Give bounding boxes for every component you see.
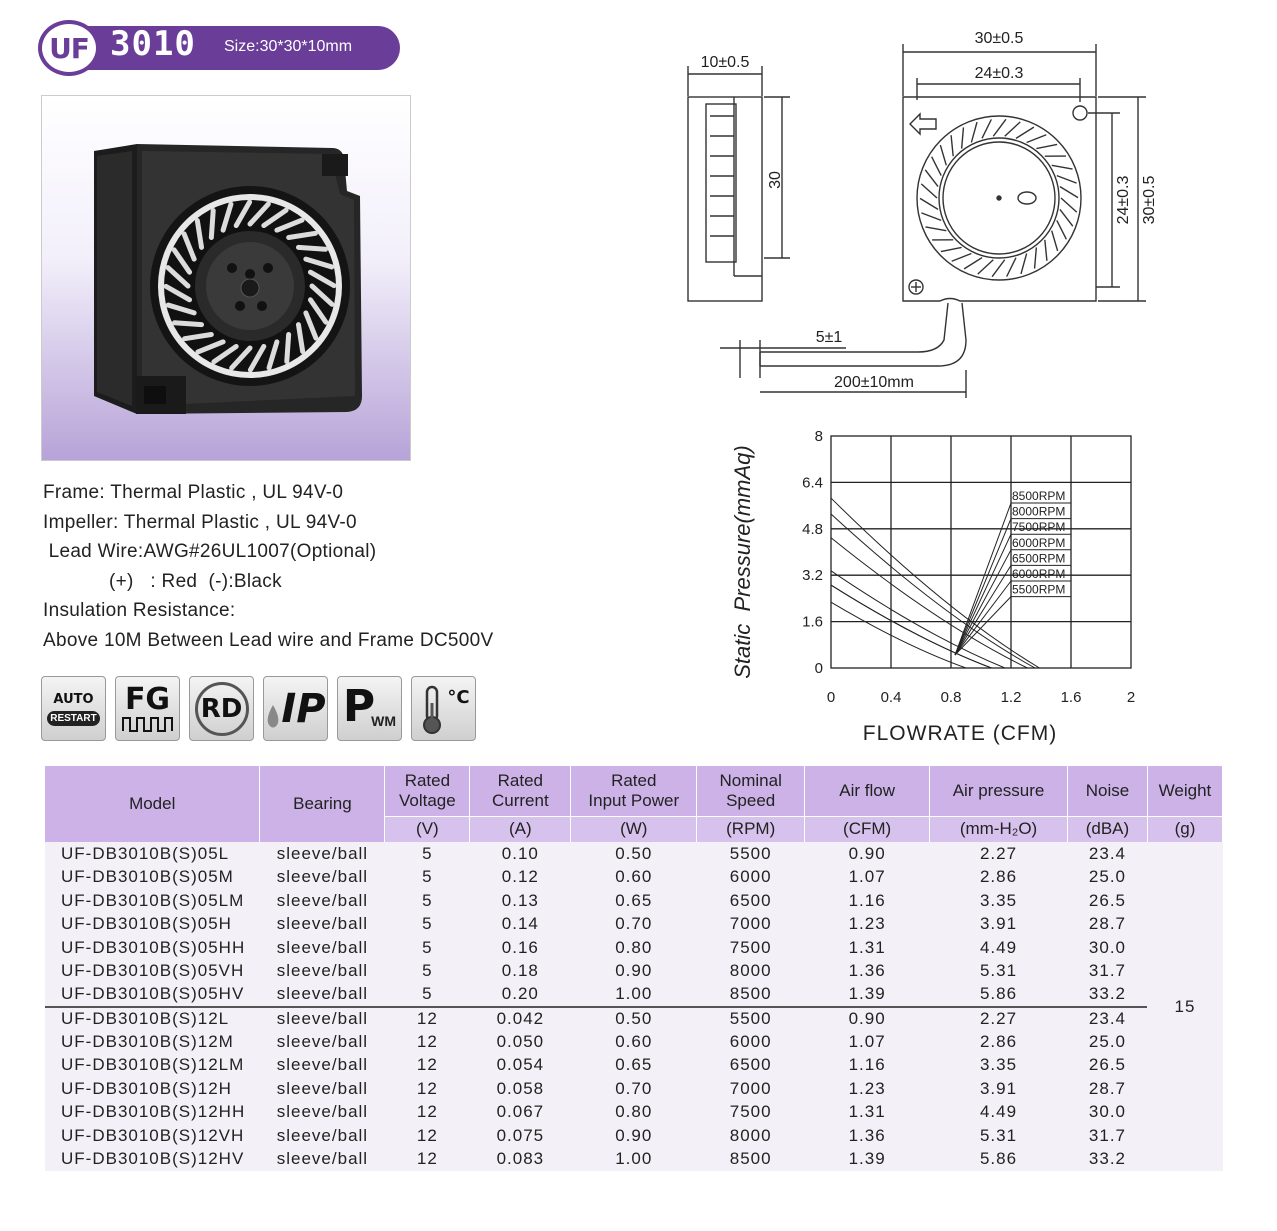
- fg-label: FG: [124, 681, 171, 717]
- cell-airflow: 1.36: [805, 960, 930, 984]
- temperature-icon: [411, 676, 476, 741]
- cell-noise: 25.0: [1067, 866, 1147, 890]
- cell-speed: 8500: [697, 983, 805, 1007]
- chart-frame: [831, 436, 1131, 668]
- cell-bearing: sleeve/ball: [260, 913, 385, 937]
- cell-airflow: 1.07: [805, 866, 930, 890]
- cell-airflow: 1.31: [805, 1101, 930, 1125]
- celsius-label: °C: [447, 687, 470, 708]
- drawing-blade: [941, 247, 962, 251]
- drawing-blade: [1045, 240, 1047, 261]
- y-tick-label: 6.4: [802, 474, 823, 492]
- dim-front-width-inner: 24±0.3: [974, 65, 1024, 82]
- cell-model: UF-DB3010B(S)12L: [45, 1007, 260, 1031]
- cell-airflow: 1.39: [805, 983, 930, 1007]
- cell-current: 0.13: [470, 889, 571, 913]
- dim-side-width: 10±0.5: [700, 54, 750, 71]
- drawing-blade: [921, 213, 941, 221]
- drawing-blade: [1057, 220, 1067, 239]
- unit-noise: (dBA): [1067, 816, 1147, 842]
- col-bearing: Bearing: [260, 766, 385, 842]
- drawing-blade: [978, 260, 994, 274]
- spec-polarity: (+) : Red (-):Black: [109, 570, 282, 592]
- cell-weight: 15: [1147, 842, 1222, 1171]
- cell-bearing: sleeve/ball: [260, 1077, 385, 1101]
- model-title: 3010: [110, 24, 196, 64]
- pq-curve: [831, 602, 966, 668]
- drawing-blade: [1052, 231, 1058, 251]
- cell-model: UF-DB3010B(S)12M: [45, 1030, 260, 1054]
- pq-curve: [831, 585, 992, 668]
- cell-noise: 26.5: [1067, 1054, 1147, 1078]
- cell-current: 0.10: [470, 842, 571, 866]
- col-current: Rated Current: [470, 766, 571, 816]
- cell-speed: 7500: [697, 1101, 805, 1125]
- table-row: [45, 1030, 1223, 1054]
- cell-noise: 28.7: [1067, 913, 1147, 937]
- fan-blade: [287, 334, 289, 361]
- cell-power: 0.60: [571, 1030, 697, 1054]
- fan-blade: [298, 247, 325, 249]
- cell-airflow: 1.36: [805, 1124, 930, 1148]
- drawing-blade: [1005, 122, 1021, 136]
- cell-current: 0.067: [470, 1101, 571, 1125]
- cell-power: 0.50: [571, 842, 697, 866]
- chart-ylabel: Static Pressure(mmAq): [730, 445, 755, 679]
- drawing-blade: [1021, 254, 1027, 274]
- table-row: [45, 983, 1223, 1007]
- cell-voltage: 5: [385, 936, 470, 960]
- cell-bearing: sleeve/ball: [260, 983, 385, 1007]
- legend-entry: 5500RPM: [1012, 582, 1066, 597]
- cell-power: 0.65: [571, 1054, 697, 1078]
- cell-power: 0.90: [571, 1124, 697, 1148]
- x-tick-label: 1.6: [1060, 689, 1082, 706]
- unit-weight: (g): [1147, 816, 1222, 842]
- cell-model: UF-DB3010B(S)05LM: [45, 889, 260, 913]
- cell-speed: 7500: [697, 936, 805, 960]
- drawing-blade: [952, 254, 972, 262]
- cell-voltage: 12: [385, 1054, 470, 1078]
- cell-airflow: 0.90: [805, 842, 930, 866]
- cell-speed: 8000: [697, 960, 805, 984]
- size-label: Size:30*30*10mm: [224, 38, 353, 55]
- cell-power: 0.65: [571, 889, 697, 913]
- cell-speed: 5500: [697, 1007, 805, 1031]
- cell-voltage: 12: [385, 1124, 470, 1148]
- pq-curve: [831, 514, 1035, 668]
- spec-lead-wire: Lead Wire:AWG#26UL1007(Optional): [43, 541, 377, 563]
- legend-leader: [955, 597, 1011, 655]
- table-row: [45, 913, 1223, 937]
- drawing-blade: [932, 157, 942, 176]
- title-badge: [38, 20, 400, 76]
- chart-xlabel: FLOWRATE (CFM): [862, 722, 1058, 745]
- cell-model: UF-DB3010B(S)05M: [45, 866, 260, 890]
- cell-speed: 6000: [697, 866, 805, 890]
- fg-signal-icon: [115, 676, 180, 741]
- cell-bearing: sleeve/ball: [260, 889, 385, 913]
- drawing-blade: [992, 260, 1005, 277]
- auto-restart-icon: [41, 676, 106, 741]
- table-header-row: [45, 766, 1223, 816]
- table-row: [45, 1054, 1223, 1078]
- spec-insulation-value: Above 10M Between Lead wire and Frame DC500V: [43, 629, 494, 651]
- cell-pressure: 5.86: [930, 983, 1068, 1007]
- cell-noise: 31.7: [1067, 960, 1147, 984]
- cell-noise: 30.0: [1067, 1101, 1147, 1125]
- drawing-blade: [921, 184, 937, 198]
- y-tick-label: 0: [814, 660, 823, 677]
- cell-noise: 25.0: [1067, 1030, 1147, 1054]
- cell-voltage: 5: [385, 866, 470, 890]
- cell-airflow: 1.16: [805, 1054, 930, 1078]
- table-row: [45, 1007, 1223, 1031]
- cell-current: 0.18: [470, 960, 571, 984]
- cell-current: 0.050: [470, 1030, 571, 1054]
- drawing-blade: [964, 258, 982, 269]
- cell-power: 0.60: [571, 866, 697, 890]
- cell-model: UF-DB3010B(S)05H: [45, 913, 260, 937]
- auto-label: AUTO: [53, 691, 94, 707]
- cell-voltage: 5: [385, 842, 470, 866]
- drawing-blade: [971, 122, 977, 142]
- cell-noise: 28.7: [1067, 1077, 1147, 1101]
- cell-bearing: sleeve/ball: [260, 1101, 385, 1125]
- dim-front-width-outer: 30±0.5: [974, 30, 1024, 47]
- drawing-blade: [1036, 144, 1057, 148]
- cell-noise: 33.2: [1067, 1148, 1147, 1172]
- spec-frame: Frame: Thermal Plastic , UL 94V-0: [43, 482, 344, 503]
- table-row: [45, 889, 1223, 913]
- cell-speed: 8500: [697, 1148, 805, 1172]
- dim-side-height: 30: [767, 171, 784, 189]
- y-tick-label: 8: [814, 428, 823, 445]
- cell-bearing: sleeve/ball: [260, 1148, 385, 1172]
- cell-current: 0.054: [470, 1054, 571, 1078]
- cell-voltage: 5: [385, 983, 470, 1007]
- drawing-blade: [951, 135, 953, 156]
- y-tick-label: 3.2: [802, 567, 823, 585]
- pq-curve: [831, 585, 992, 668]
- cell-speed: 6500: [697, 1054, 805, 1078]
- drawing-blade: [982, 119, 991, 138]
- col-model: Model: [45, 766, 260, 842]
- drawing-blade: [1057, 176, 1077, 184]
- pq-curve: [831, 571, 1005, 668]
- cell-bearing: sleeve/ball: [260, 1007, 385, 1031]
- drawing-blade: [1027, 135, 1047, 143]
- cell-power: 0.90: [571, 960, 697, 984]
- cell-model: UF-DB3010B(S)12HV: [45, 1148, 260, 1172]
- fan-blade: [174, 323, 201, 325]
- legend-entry: 8000RPM: [1012, 504, 1066, 519]
- col-speed: Nominal Speed: [697, 766, 805, 816]
- cell-pressure: 4.49: [930, 936, 1068, 960]
- pq-curve: [831, 538, 1028, 668]
- legend-entry: 6500RPM: [1012, 551, 1066, 566]
- cell-pressure: 3.35: [930, 889, 1068, 913]
- x-tick-label: 1.2: [1000, 689, 1022, 706]
- spec-list: [43, 478, 603, 656]
- drawing-blade: [1060, 209, 1073, 226]
- cell-voltage: 12: [385, 1101, 470, 1125]
- drawing-blade: [993, 119, 1006, 136]
- cell-bearing: sleeve/ball: [260, 936, 385, 960]
- cell-pressure: 5.86: [930, 1148, 1068, 1172]
- x-tick-label: 2: [1126, 689, 1136, 706]
- pwm-p-label: P: [342, 681, 376, 732]
- cell-bearing: sleeve/ball: [260, 1124, 385, 1148]
- spec-insulation-label: Insulation Resistance:: [43, 600, 236, 622]
- cell-current: 0.12: [470, 866, 571, 890]
- cell-pressure: 2.27: [930, 842, 1068, 866]
- cell-pressure: 3.35: [930, 1054, 1068, 1078]
- cell-speed: 7000: [697, 1077, 805, 1101]
- cell-bearing: sleeve/ball: [260, 866, 385, 890]
- cell-pressure: 2.27: [930, 1007, 1068, 1031]
- pwm-icon: [337, 676, 402, 741]
- cell-voltage: 5: [385, 913, 470, 937]
- col-noise: Noise: [1067, 766, 1147, 816]
- drawing-blade: [1016, 127, 1034, 138]
- cell-power: 0.70: [571, 1077, 697, 1101]
- cell-pressure: 3.91: [930, 913, 1068, 937]
- cell-current: 0.083: [470, 1148, 571, 1172]
- cell-noise: 33.2: [1067, 983, 1147, 1007]
- rd-label: RD: [200, 693, 243, 724]
- fan-blade: [211, 210, 213, 237]
- cell-current: 0.042: [470, 1007, 571, 1031]
- spec-impeller: Impeller: Thermal Plastic , UL 94V-0: [43, 511, 357, 533]
- cell-noise: 26.5: [1067, 889, 1147, 913]
- cell-speed: 8000: [697, 1124, 805, 1148]
- cell-model: UF-DB3010B(S)12VH: [45, 1124, 260, 1148]
- brand-circle: [38, 20, 100, 76]
- unit-airflow: (CFM): [805, 816, 930, 842]
- drawing-blade: [925, 227, 946, 231]
- cell-noise: 30.0: [1067, 936, 1147, 960]
- cell-airflow: 1.23: [805, 1077, 930, 1101]
- dim-wire-strip: 5±1: [815, 329, 843, 346]
- thermometer-icon: [417, 683, 447, 735]
- cell-airflow: 1.31: [805, 936, 930, 960]
- dim-wire-length: 200±10mm: [834, 374, 914, 391]
- cell-voltage: 12: [385, 1148, 470, 1172]
- fan-image: [42, 96, 411, 461]
- cell-speed: 6500: [697, 889, 805, 913]
- cell-model: UF-DB3010B(S)05L: [45, 842, 260, 866]
- cell-model: UF-DB3010B(S)12H: [45, 1077, 260, 1101]
- restart-label: RESTART: [47, 711, 99, 726]
- table-row: [45, 842, 1223, 866]
- cell-pressure: 4.49: [930, 1101, 1068, 1125]
- rd-signal-icon: [189, 676, 254, 741]
- water-drop-icon: [265, 703, 281, 731]
- cell-bearing: sleeve/ball: [260, 1030, 385, 1054]
- cell-airflow: 1.23: [805, 913, 930, 937]
- drawing-blade: [940, 145, 946, 165]
- drawing-blade: [1060, 187, 1078, 198]
- cell-speed: 6000: [697, 1030, 805, 1054]
- ip-rating-icon: [263, 676, 328, 741]
- cell-bearing: sleeve/ball: [260, 1054, 385, 1078]
- cell-pressure: 5.31: [930, 1124, 1068, 1148]
- drawing-blade: [1007, 258, 1016, 277]
- table-row: [45, 866, 1223, 890]
- table-row: [45, 1148, 1223, 1172]
- ip-label: IP: [281, 685, 326, 732]
- x-tick-label: 0.8: [940, 689, 962, 706]
- table-row: [45, 960, 1223, 984]
- cell-speed: 7000: [697, 913, 805, 937]
- table-row: [45, 1101, 1223, 1125]
- col-power: Rated Input Power: [571, 766, 697, 816]
- cell-power: 0.70: [571, 913, 697, 937]
- unit-power: (W): [571, 816, 697, 842]
- unit-voltage: (V): [385, 816, 470, 842]
- dim-front-height-inner: 24±0.3: [1115, 175, 1132, 225]
- col-pressure: Air pressure: [930, 766, 1068, 816]
- product-photo: [41, 95, 411, 461]
- cell-pressure: 2.86: [930, 866, 1068, 890]
- cell-bearing: sleeve/ball: [260, 960, 385, 984]
- legend-leader: [955, 581, 1011, 655]
- cell-pressure: 2.86: [930, 1030, 1068, 1054]
- cell-noise: 31.7: [1067, 1124, 1147, 1148]
- cell-noise: 23.4: [1067, 842, 1147, 866]
- cell-bearing: sleeve/ball: [260, 842, 385, 866]
- col-weight: Weight: [1147, 766, 1222, 816]
- cell-model: UF-DB3010B(S)05HV: [45, 983, 260, 1007]
- legend-leader: [955, 519, 1011, 655]
- drawing-blade: [1035, 247, 1037, 268]
- pwm-wm-label: WM: [371, 712, 397, 729]
- cell-voltage: 12: [385, 1007, 470, 1031]
- legend-entry: 7500RPM: [1012, 520, 1066, 535]
- cell-pressure: 3.91: [930, 1077, 1068, 1101]
- square-wave-icon: [121, 715, 175, 733]
- cell-model: UF-DB3010B(S)05HH: [45, 936, 260, 960]
- cell-voltage: 12: [385, 1030, 470, 1054]
- legend-leader: [955, 503, 1011, 655]
- cell-speed: 5500: [697, 842, 805, 866]
- drawing-blade: [920, 198, 938, 209]
- legend-entry: 6000RPM: [1012, 567, 1066, 581]
- drawing-blade: [1052, 165, 1073, 169]
- cell-pressure: 5.31: [930, 960, 1068, 984]
- cell-noise: 23.4: [1067, 1007, 1147, 1031]
- cell-current: 0.20: [470, 983, 571, 1007]
- cell-airflow: 1.07: [805, 1030, 930, 1054]
- cell-current: 0.058: [470, 1077, 571, 1101]
- x-tick-label: 0: [826, 689, 836, 706]
- x-tick-label: 0.4: [880, 689, 902, 706]
- table-row: [45, 936, 1223, 960]
- legend-leader: [955, 565, 1011, 655]
- unit-speed: (RPM): [697, 816, 805, 842]
- rd-ring: [195, 682, 249, 736]
- cell-power: 0.80: [571, 1101, 697, 1125]
- unit-current: (A): [470, 816, 571, 842]
- drawing-blade: [962, 127, 964, 148]
- feature-icon-row: [41, 676, 476, 741]
- legend-leader: [955, 550, 1011, 655]
- col-voltage: Rated Voltage: [385, 766, 470, 816]
- cell-airflow: 1.39: [805, 1148, 930, 1172]
- cell-voltage: 5: [385, 889, 470, 913]
- cell-airflow: 1.16: [805, 889, 930, 913]
- y-tick-label: 4.8: [802, 520, 823, 538]
- pq-curve: [831, 498, 1040, 668]
- cell-model: UF-DB3010B(S)12LM: [45, 1054, 260, 1078]
- table-row: [45, 1124, 1223, 1148]
- drawing-blade: [925, 170, 938, 187]
- cell-current: 0.075: [470, 1124, 571, 1148]
- cell-power: 1.00: [571, 983, 697, 1007]
- cell-voltage: 12: [385, 1077, 470, 1101]
- cell-current: 0.14: [470, 913, 571, 937]
- cell-voltage: 5: [385, 960, 470, 984]
- drawing-blade: [1061, 198, 1077, 212]
- legend-leader: [955, 534, 1011, 655]
- table-row: [45, 1077, 1223, 1101]
- cell-power: 0.80: [571, 936, 697, 960]
- cell-power: 1.00: [571, 1148, 697, 1172]
- spec-table: [45, 766, 1223, 1171]
- col-airflow: Air flow: [805, 766, 930, 816]
- legend-entry: 8500RPM: [1012, 489, 1066, 503]
- y-tick-label: 1.6: [802, 613, 823, 631]
- dim-front-height-outer: 30±0.5: [1141, 175, 1158, 225]
- unit-pressure: (mm-H₂O): [930, 816, 1068, 842]
- cell-model: UF-DB3010B(S)12HH: [45, 1101, 260, 1125]
- cell-current: 0.16: [470, 936, 571, 960]
- brand-label: UF: [49, 31, 89, 65]
- cell-model: UF-DB3010B(S)05VH: [45, 960, 260, 984]
- cell-airflow: 0.90: [805, 1007, 930, 1031]
- legend-entry: 6000RPM: [1012, 535, 1066, 550]
- cell-power: 0.50: [571, 1007, 697, 1031]
